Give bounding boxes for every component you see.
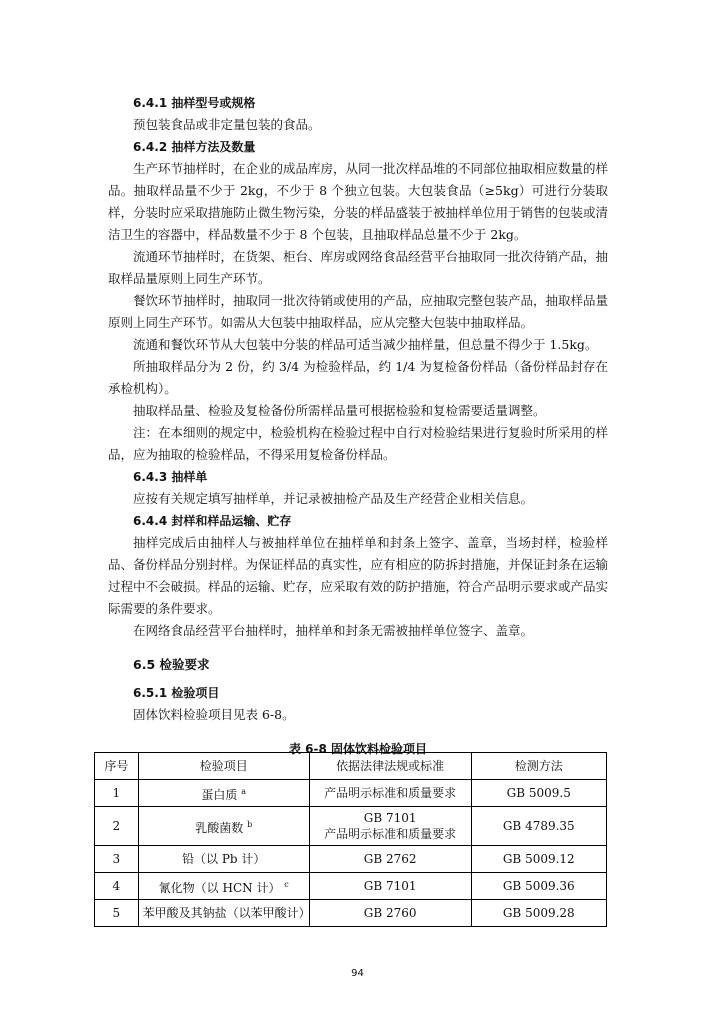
section-6-4-1-title: 6.4.1 抽样型号或规格	[133, 96, 256, 110]
paragraph: 在网络食品经营平台抽样时，抽样单和封条无需被抽样单位签字、盖章。	[133, 623, 534, 638]
cell-no: 2	[95, 807, 139, 846]
paragraph: 预包装食品或非定量包装的食品。	[133, 117, 321, 132]
paragraph: 抽取样品量、检验及复检备份所需样品量可根据检验和复检需要适量调整。	[133, 403, 546, 418]
paragraph: 流通和餐饮环节从大包装中分装的样品可适当减少抽样量，但总量不得少于 1.5kg。	[133, 337, 598, 352]
table-caption: 表 6-8 固体饮料检验项目	[288, 742, 428, 756]
cell-basis: GB 2760	[309, 900, 471, 927]
cell-method: GB 5009.36	[471, 873, 606, 900]
paragraph: 抽样完成后由抽样人与被抽样单位在抽样单和封条上签字、盖章，当场封样，检验样品、备份样品分别封样。为保证样品的真实性，应有相应的防拆封措施，并保证封条在运输过程中不会破损。样品的运输、贮存，应采取有效的防护措施，符合产品明示要求或产品实际需要的条件要求。	[108, 535, 609, 616]
table-row	[95, 846, 607, 873]
basis-line: 产品明示标准和质量要求	[324, 827, 457, 841]
section-6-4-2-title: 6.4.2 抽样方法及数量	[133, 140, 256, 154]
section-6-4-4-title: 6.4.4 封样和样品运输、贮存	[133, 514, 292, 528]
table-row	[95, 807, 607, 846]
table-row	[95, 780, 607, 807]
note-paragraph: 注：在本细则的规定中，检验机构在检验过程中自行对检验结果进行复验时所采用的样品，应为抽取的检验样品，不得采用复检备份样品。	[108, 425, 609, 462]
inspection-items-table	[94, 752, 607, 927]
cell-item	[138, 900, 309, 927]
footnote-mark: c	[284, 879, 289, 889]
cell-method: GB 4789.35	[471, 807, 606, 846]
section-6-5-1-title: 6.5.1 检验项目	[133, 686, 220, 700]
table-row	[95, 873, 607, 900]
cell-no: 3	[95, 846, 139, 873]
cell-basis	[309, 807, 471, 846]
section-6-5-title: 6.5 检验要求	[133, 657, 210, 672]
header-no: 序号	[95, 753, 139, 780]
body-text	[108, 92, 608, 768]
cell-no: 4	[95, 873, 139, 900]
paragraph: 固体饮料检验项目见表 6-8。	[133, 707, 295, 722]
page-number: 94	[351, 968, 364, 979]
cell-method: GB 5009.28	[471, 900, 606, 927]
header-method: 检测方法	[471, 753, 606, 780]
cell-basis: GB 7101	[309, 873, 471, 900]
section-6-4-3-title: 6.4.3 抽样单	[133, 470, 208, 484]
cell-basis: 产品明示标准和质量要求	[309, 780, 471, 807]
cell-no: 5	[95, 900, 139, 927]
item-text: 铅（以 Pb 计）	[182, 852, 266, 866]
item-text: 蛋白质	[201, 787, 238, 802]
item-text: 乳酸菌数	[195, 820, 244, 835]
item-text: 氰化物（以 HCN 计）	[158, 880, 281, 895]
paragraph: 餐饮环节抽样时，抽取同一批次待销或使用的产品，应抽取完整包装产品，抽取样品量原则上同生产环节。如需从大包装中抽取样品，应从完整大包装中抽取样品。	[108, 293, 609, 330]
cell-item	[138, 846, 309, 873]
cell-method: GB 5009.12	[471, 846, 606, 873]
paragraph: 流通环节抽样时，在货架、柜台、库房或网络食品经营平台抽取同一批次待销产品，抽取样品量原则上同生产环节。	[108, 249, 609, 286]
cell-basis: GB 2762	[309, 846, 471, 873]
paragraph: 生产环节抽样时，在企业的成品库房，从同一批次样品堆的不同部位抽取相应数量的样品。抽取样品量不少于 2kg，不少于 8 个独立包装。大包装食品（≥5kg）可进行分装取样，分装时应采取措施防止微生物污染，分装的样品盛装于被抽样单位用于销售的包装或清洁卫生的容器中，样品数量不少于 8 个包装，且抽取样品总量不少于 2kg。	[108, 161, 609, 242]
header-basis: 依据法律法规或标准	[309, 753, 471, 780]
cell-item	[138, 780, 309, 807]
cell-item	[138, 873, 309, 900]
table-header-row	[95, 753, 607, 780]
footnote-mark: b	[247, 819, 253, 829]
header-item: 检验项目	[138, 753, 309, 780]
cell-item	[138, 807, 309, 846]
basis-line: GB 7101	[363, 811, 417, 825]
item-text: 苯甲酸及其钠盐（以苯甲酸计）	[142, 906, 311, 920]
footnote-mark: a	[241, 786, 247, 796]
cell-method: GB 5009.5	[471, 780, 606, 807]
table-row	[95, 900, 607, 927]
paragraph: 所抽取样品分为 2 份，约 3/4 为检验样品，约 1/4 为复检备份样品（备份样品封存在承检机构）。	[108, 359, 608, 396]
cell-no: 1	[95, 780, 139, 807]
paragraph: 应按有关规定填写抽样单，并记录被抽检产品及生产经营企业相关信息。	[133, 491, 534, 506]
